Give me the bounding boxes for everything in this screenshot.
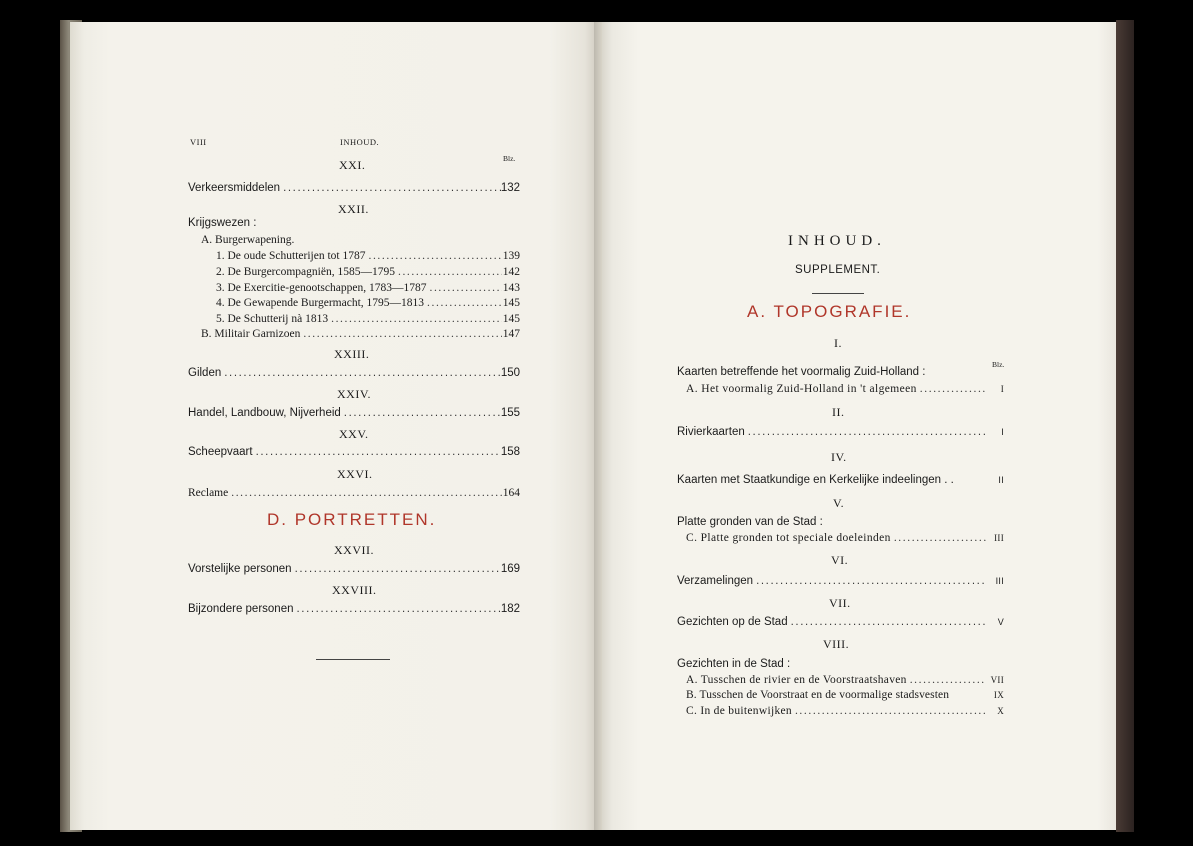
toc-entry[interactable] [677,473,1004,487]
toc-entry-page: 132 [500,182,520,194]
toc-entry[interactable] [216,265,520,279]
toc-entry-label: 4. De Gewapende Burgermacht, 1795—1813 [216,297,425,309]
toc-entry-page: IX [993,690,1004,700]
toc-entry-label: 3. De Exercitie-genootschappen, 1783—1787 [216,282,427,294]
toc-entry-label: 1. De oude Schutterijen tot 1787 [216,250,366,262]
toc-entry[interactable] [188,445,520,459]
toc-entry[interactable] [677,425,1004,439]
toc-entry-label: Gezichten op de Stad [677,616,788,628]
toc-entry-label: A. Het voormalig Zuid-Holland in 't algemeen [686,383,917,395]
leader-dots [341,406,501,420]
section-numeral: XXVI. [337,467,373,481]
toc-entry-page: VII [990,675,1004,685]
toc-entry-label: 5. De Schutterij nà 1813 [216,313,329,325]
leader-dots [424,296,502,310]
leader-dots [365,249,502,263]
toc-entry-page: V [997,617,1004,627]
toc-entry-label: Verkeersmiddelen [188,182,281,194]
leader-dots [253,445,501,459]
toc-entry-label: Reclame [188,487,229,499]
blz-label: Blz. [992,360,1005,369]
leader-dots [221,366,501,380]
toc-entry-page: 143 [502,282,520,294]
book-cover-right-edge [1116,20,1134,832]
toc-entry-label: 2. De Burgercompagniën, 1585—1795 [216,266,395,278]
leader-dots [294,602,501,616]
toc-heading: Kaarten betreffende het voormalig Zuid-Holland : [677,366,926,378]
toc-entry[interactable] [216,312,520,326]
toc-entry-label: B. Militair Garnizoen [201,328,301,340]
toc-heading: Platte gronden van de Stad : [677,516,823,528]
section-numeral: IV. [831,450,847,464]
section-numeral: V. [833,496,845,510]
toc-entry-page: 145 [502,313,520,325]
toc-entry[interactable] [686,704,1004,718]
toc-entry[interactable] [216,296,520,310]
toc-entry-page: 147 [502,328,520,340]
title-rule [812,293,864,294]
toc-entry[interactable] [686,688,1004,702]
section-numeral: XXVIII. [332,583,377,597]
toc-subheading: A. Burgerwapening. [201,234,295,246]
running-head-page-number: VIII [190,137,207,147]
left-page [70,22,598,830]
leader-dots [395,265,502,279]
toc-entry-page: 182 [500,603,520,615]
toc-entry-page: II [998,475,1004,485]
toc-entry-label: A. Tusschen de rivier en de Voorstraatshaven [686,674,907,686]
book-gutter [594,22,602,830]
toc-entry-label: C. Platte gronden tot speciale doeleinden [686,532,891,544]
toc-entry[interactable] [686,531,1004,545]
toc-entry[interactable] [188,366,520,380]
toc-entry-label: B. Tusschen de Voorstraat en de voormalige stadsvesten [686,689,950,701]
section-heading-portretten: D. PORTRETTEN. [267,510,437,529]
leader-dots [292,562,501,576]
leader-dots [788,615,986,629]
section-numeral: VII. [829,596,851,610]
leader-dots [753,574,986,588]
toc-entry[interactable] [686,673,1004,687]
toc-entry-page: III [994,533,1004,543]
toc-entry-page: 169 [500,563,520,575]
page-subtitle: SUPPLEMENT. [795,264,881,276]
toc-entry[interactable] [188,406,520,420]
section-numeral: XXI. [339,158,366,172]
toc-entry[interactable] [216,281,520,295]
toc-entry[interactable] [677,574,1004,588]
toc-heading: Krijgswezen : [188,217,257,229]
section-numeral: VI. [831,553,849,567]
section-numeral: II. [832,405,845,419]
toc-entry-label: Vorstelijke personen [188,563,292,575]
toc-entry-page: X [997,706,1004,716]
section-numeral: XXII. [338,202,369,216]
blz-label: Blz. [503,154,516,163]
toc-entry-page: 142 [502,266,520,278]
toc-entry-label: C. In de buitenwijken [686,705,792,717]
toc-entry-label: Handel, Landbouw, Nijverheid [188,407,341,419]
toc-entry-page: 155 [500,407,520,419]
toc-entry[interactable] [677,615,1004,629]
leader-dots [300,327,502,341]
toc-entry[interactable] [188,602,520,616]
toc-entry-page: 164 [502,487,520,499]
toc-entry[interactable] [216,249,520,263]
toc-entry-page: 139 [502,250,520,262]
leader-dots [917,382,986,396]
toc-entry[interactable] [188,181,520,195]
section-numeral: XXVII. [334,543,374,557]
page-title: INHOUD. [788,233,886,249]
toc-entry[interactable] [188,562,520,576]
toc-entry[interactable] [201,327,520,341]
leader-dots [907,673,986,687]
toc-entry[interactable] [188,486,520,500]
section-numeral: XXV. [339,427,369,441]
toc-entry-label: Rivierkaarten [677,426,745,438]
toc-entry-label: Kaarten met Staatkundige en Kerkelijke indeelingen . . [677,474,954,486]
leader-dots [328,312,502,326]
leader-dots [792,704,986,718]
toc-heading: Gezichten in de Stad : [677,658,791,670]
running-head-title: INHOUD. [340,137,380,147]
toc-entry-label: Gilden [188,367,222,379]
toc-entry-page: 158 [500,446,520,458]
section-numeral: XXIV. [337,387,371,401]
leader-dots [891,531,986,545]
leader-dots [426,281,502,295]
section-numeral: VIII. [823,637,850,651]
toc-entry-page: I [1001,427,1004,437]
toc-entry-label: Bijzondere personen [188,603,294,615]
toc-entry-page: 145 [502,297,520,309]
toc-entry-page: 150 [500,367,520,379]
section-heading-topografie: A. TOPOGRAFIE. [747,302,912,321]
leader-dots [745,425,986,439]
leader-dots [280,181,501,195]
toc-entry[interactable] [686,382,1004,396]
toc-entry-label: Scheepvaart [188,446,253,458]
section-numeral: XXIII. [334,347,370,361]
toc-entry-page: I [1000,384,1004,394]
leader-dots [228,486,502,500]
toc-entry-page: III [995,576,1004,586]
toc-entry-label: Verzamelingen [677,575,754,587]
section-numeral: I. [834,336,842,350]
end-rule [316,659,390,660]
